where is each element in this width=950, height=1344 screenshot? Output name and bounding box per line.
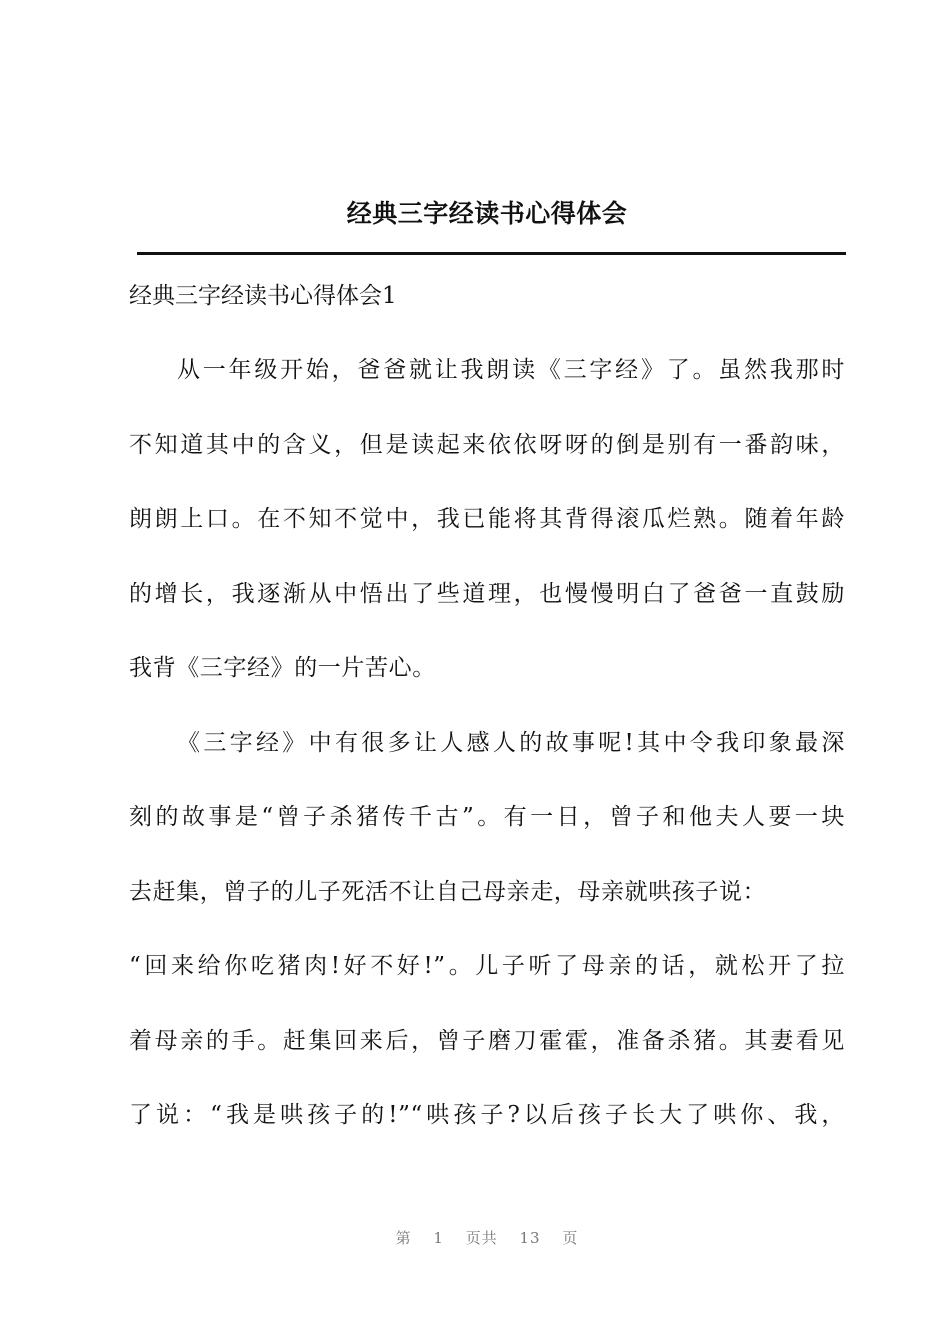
paragraph-1-line-3: 朗朗上口。在不知不觉中，我已能将其背得滚瓜烂熟。随着年龄 (129, 506, 845, 532)
paragraph-1-line-1: 从一年级开始，爸爸就让我朗读《三字经》了。虽然我那时 (177, 357, 845, 383)
paragraph-1-line-2: 不知道其中的含义，但是读起来依依呀呀的倒是别有一番韵味， (129, 432, 845, 458)
footer-total-pages: 13 (519, 1229, 541, 1247)
paragraph-2-line-5: 着母亲的手。赶集回来后，曾子磨刀霍霍，准备杀猪。其妻看见 (129, 1028, 845, 1054)
title-divider (137, 252, 846, 255)
footer-prefix: 第 (395, 1229, 412, 1247)
footer-suffix: 页 (562, 1229, 579, 1247)
paragraph-1-line-4: 的增长，我逐渐从中悟出了些道理，也慢慢明白了爸爸一直鼓励 (129, 581, 845, 607)
paragraph-2-line-6: 了说：“我是哄孩子的!”“哄孩子?以后孩子长大了哄你、我， (129, 1102, 845, 1128)
section-heading: 经典三字经读书心得体会1 (129, 283, 397, 309)
page-footer (0, 1227, 950, 1248)
document-title: 经典三字经读书心得体会 (346, 199, 628, 228)
paragraph-2-line-2: 刻的故事是“曾子杀猪传千古”。有一日，曾子和他夫人要一块 (129, 804, 845, 830)
paragraph-2-line-3: 去赶集，曾子的儿子死活不让自己母亲走，母亲就哄孩子说： (129, 879, 767, 905)
footer-current-page: 1 (433, 1229, 444, 1247)
paragraph-1-line-5: 我背《三字经》的一片苦心。 (129, 655, 436, 681)
paragraph-2-line-1: 《三字经》中有很多让人感人的故事呢!其中令我印象最深 (177, 730, 845, 756)
footer-middle: 页共 (465, 1229, 498, 1247)
paragraph-2-line-4: “回来给你吃猪肉!好不好!”。儿子听了母亲的话，就松开了拉 (129, 953, 845, 979)
